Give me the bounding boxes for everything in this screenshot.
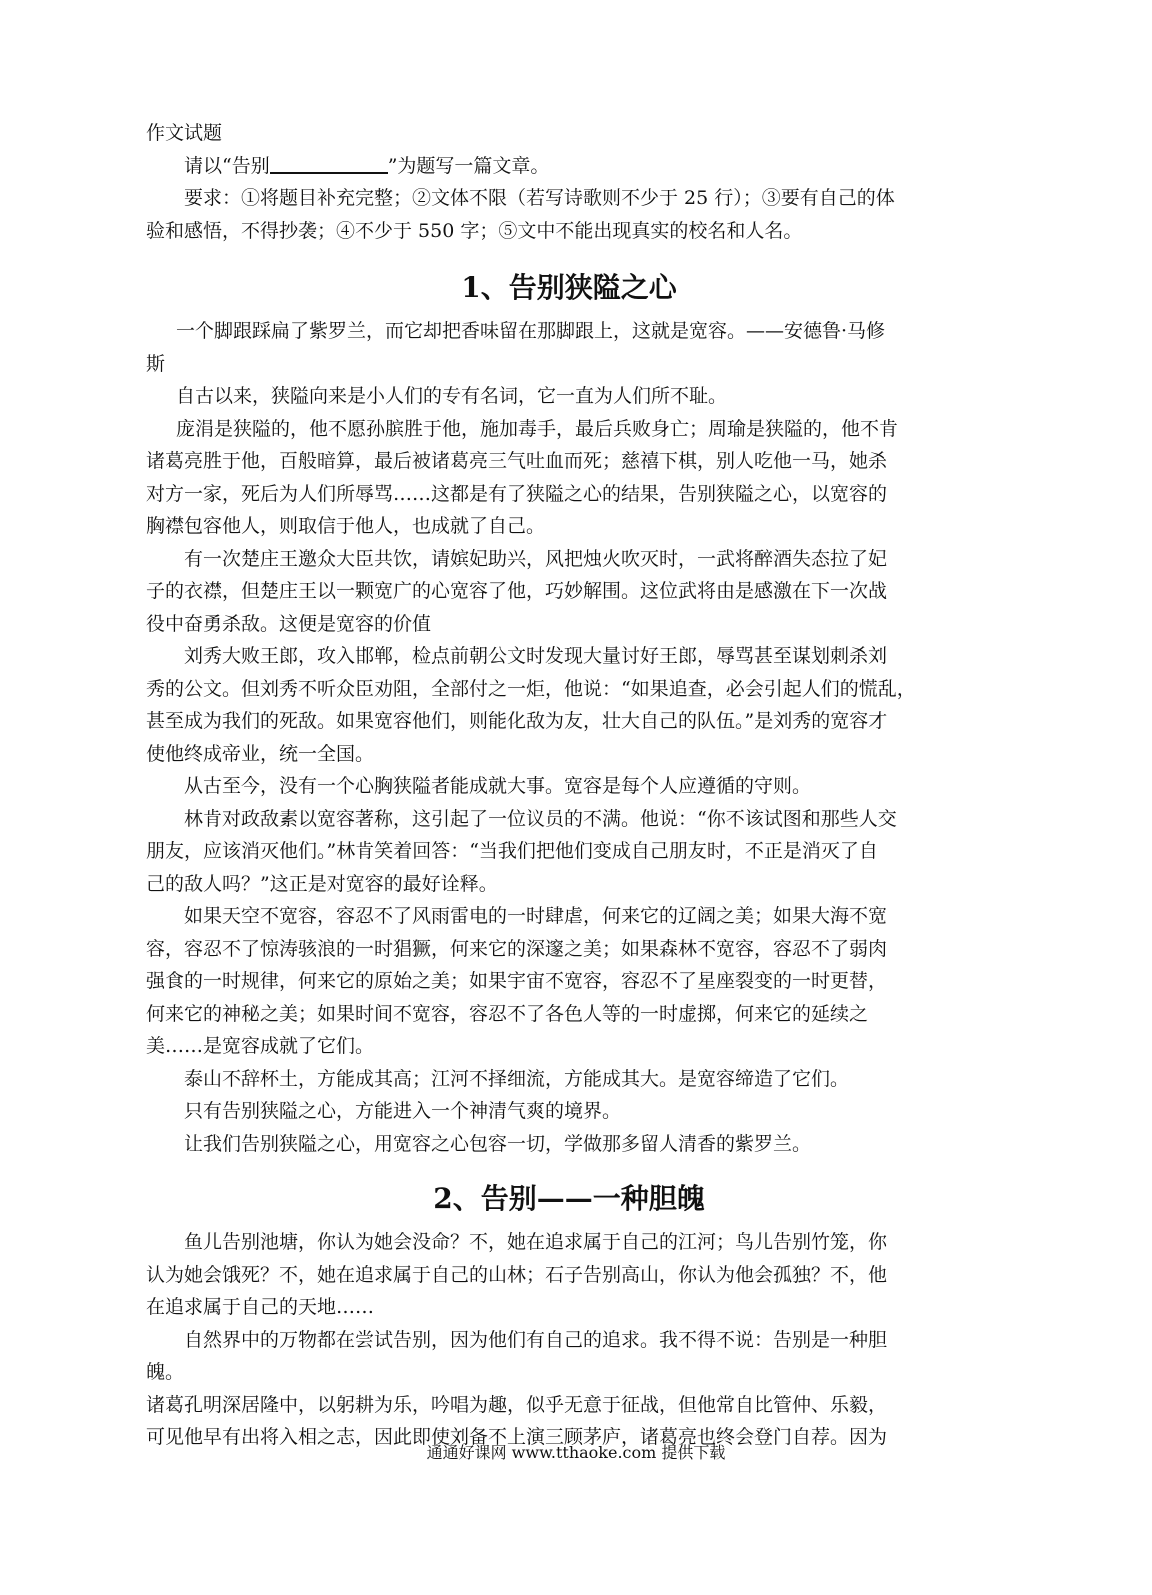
essay2-line: 在追求属于自己的天地…… — [146, 1296, 375, 1318]
essay1-title: 1、告别狭隘之心 — [461, 271, 677, 304]
instruction-before: 请以“告别 — [184, 154, 270, 177]
prompt-instruction — [146, 150, 992, 183]
essay1-line: 庞涓是狭隘的，他不愿孙膑胜于他，施加毒手，最后兵败身亡；周瑜是狭隘的，他不肯 — [176, 417, 899, 440]
essay2-line: 自然界中的万物都在尝试告别，因为他们有自己的追求。我不得不说：告别是一种胆 — [184, 1328, 888, 1351]
essay1-line: 美……是宽容成就了它们。 — [146, 1035, 375, 1057]
essay1-line: 斯 — [146, 352, 166, 375]
instruction-after: ”为题写一篇文章。 — [387, 154, 550, 177]
page-footer: 通通好课网 www.tthaoke.com 提供下载 — [426, 1443, 726, 1462]
document-page — [146, 117, 992, 1454]
essay1-line: 林肯对政敌素以宽容著称，这引起了一位议员的不满。他说：“你不该试图和那些人交 — [184, 807, 897, 830]
essay1-line: 秀的公文。但刘秀不听众臣劝阻，全部付之一炬，他说：“如果追查，必会引起人们的慌乱， — [146, 677, 916, 700]
prompt-requirements-2: 验和感悟，不得抄袭；④不少于 550 字；⑤文中不能出现真实的校名和人名。 — [146, 219, 803, 242]
prompt-title: 作文试题 — [146, 122, 223, 144]
essay2-line: 诸葛孔明深居隆中，以躬耕为乐，吟唱为趣，似乎无意于征战，但他常自比管仲、乐毅， — [146, 1393, 888, 1416]
essay1-line: 泰山不辞杯土，方能成其高；江河不择细流，方能成其大。是宽容缔造了它们。 — [184, 1067, 850, 1090]
essay1-line: 容，容忍不了惊涛骇浪的一时猖獗，何来它的深邃之美；如果森林不宽容，容忍不了弱肉 — [146, 937, 888, 960]
title-blank — [270, 152, 388, 174]
essay2-line: 可见他早有出将入相之志，因此即使刘备不上演三顾茅庐，诸葛亮也终会登门自荐。因为 — [146, 1426, 888, 1448]
essay1-line: 诸葛亮胜于他，百般暗算，最后被诸葛亮三气吐血而死；慈禧下棋，别人吃他一马，她杀 — [146, 450, 888, 472]
essay1-line: 使他终成帝业，统一全国。 — [146, 742, 375, 765]
essay1-line: 胸襟包容他人，则取信于他人，也成就了自己。 — [146, 515, 546, 537]
essay1-line: 对方一家，死后为人们所辱骂……这都是有了狭隘之心的结果，告别狭隘之心，以宽容的 — [146, 482, 888, 505]
essay1-line: 有一次楚庄王邀众大臣共饮，请嫔妃助兴，风把烛火吹灭时，一武将醉酒失态拉了妃 — [184, 547, 888, 570]
essay1-line: 己的敌人吗？”这正是对宽容的最好诠释。 — [146, 872, 498, 895]
essay1-line: 让我们告别狭隘之心，用宽容之心包容一切，学做那多留人清香的紫罗兰。 — [184, 1132, 812, 1155]
essay1-line: 甚至成为我们的死敌。如果宽容他们，则能化敌为友，壮大自己的队伍。”是刘秀的宽容才 — [146, 710, 888, 732]
essay1-line: 如果天空不宽容，容忍不了风雨雷电的一时肆虐，何来它的辽阔之美；如果大海不宽 — [184, 905, 888, 927]
prompt-requirements-1: 要求：①将题目补充完整；②文体不限（若写诗歌则不少于 25 行）；③要有自己的体 — [184, 187, 895, 209]
essay1-line: 只有告别狭隘之心，方能进入一个神清气爽的境界。 — [184, 1100, 622, 1122]
essay2-line: 鱼儿告别池塘，你认为她会没命？不，她在追求属于自己的江河；鸟儿告别竹笼，你 — [184, 1231, 888, 1253]
essay2-line: 认为她会饿死？不，她在追求属于自己的山林；石子告别高山，你认为他会孤独？不，他 — [146, 1263, 888, 1286]
essay1-line: 强食的一时规律，何来它的原始之美；如果宇宙不宽容，容忍不了星座裂变的一时更替， — [146, 970, 888, 992]
essay1-line: 从古至今，没有一个心胸狭隘者能成就大事。宽容是每个人应遵循的守则。 — [184, 775, 812, 797]
essay1-line: 自古以来，狭隘向来是小人们的专有名词，它一直为人们所不耻。 — [176, 385, 728, 407]
essay1-line: 何来它的神秘之美；如果时间不宽容，容忍不了各色人等的一时虚掷，何来它的延续之 — [146, 1002, 869, 1025]
essay1-line: 子的衣襟，但楚庄王以一颗宽广的心宽容了他，巧妙解围。这位武将由是感激在下一次战 — [146, 580, 888, 602]
essay1-line: 刘秀大败王郎，攻入邯郸，检点前朝公文时发现大量讨好王郎，辱骂甚至谋划刺杀刘 — [184, 645, 888, 667]
essay1-line: 役中奋勇杀敌。这便是宽容的价值 — [146, 612, 432, 635]
essay1-line: 一个脚跟踩扁了紫罗兰，而它却把香味留在那脚跟上，这就是宽容。——安德鲁·马修 — [176, 320, 886, 342]
essay1-line: 朋友，应该消灭他们。”林肯笑着回答：“当我们把他们变成自己朋友时，不正是消灭了自 — [146, 840, 878, 862]
essay2-title: 2、告别——一种胆魄 — [433, 1182, 705, 1215]
essay2-line: 魄。 — [146, 1361, 185, 1383]
